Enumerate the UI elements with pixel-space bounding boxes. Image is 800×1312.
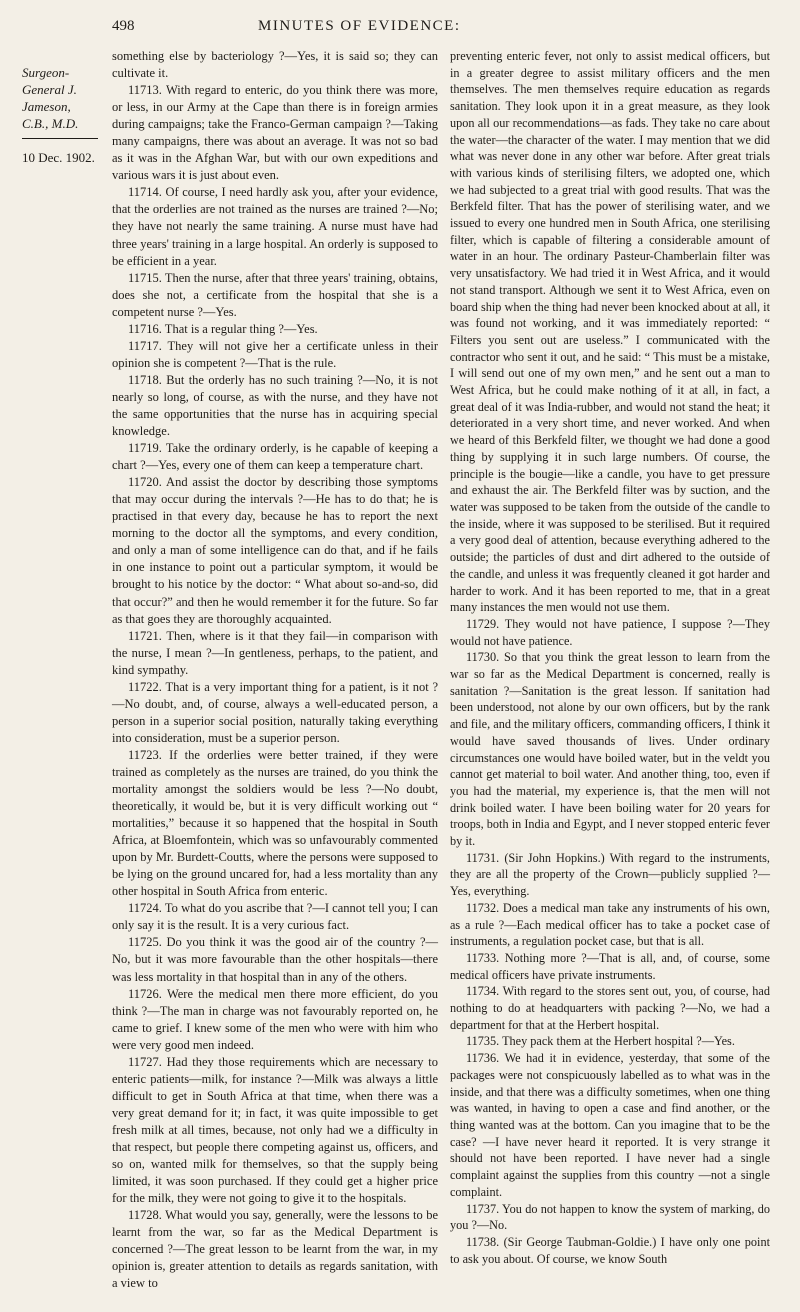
paragraph: 11736. We had it in evidence, yesterday, that some of the packages were not conspicuously labelled as to what was in the inside, and that there was a difficulty sometimes, when one thing was wanted, in having to open a case and find another, or the thing wanted was at the bottom. Can you imagine that to be the case? —I have never heard it reported. It is very strange it should not have been reported. I have never had a single complaint against the supplies from this country —not a single complaint.	[450, 1051, 770, 1199]
paragraph: 11721. Then, where is it that they fail—in comparison with the nurse, I mean ?—In gentleness, perhaps, to the patient, and kind sympathy.	[112, 628, 438, 677]
paragraph: 11718. But the orderly has no such training ?—No, it is not nearly so long, of course, as with the nurse, and they have not the same opportunities that the nurse has in acquiring special knowledge.	[112, 372, 438, 439]
paragraph: something else by bacteriology ?—Yes, it is said so; they can cultivate it.	[112, 49, 438, 81]
paragraph: 11732. Does a medical man take any instruments of his own, as a rule ?—Each medical officer has to take a pocket case of instruments, a regulation pocket case, but that is all.	[450, 900, 770, 949]
paragraph: 11720. And assist the doctor by describing those symptoms that may occur during the intervals ?—He has to do that; he is practised in that every day, because he has to report the next morning to the doctor all the symptoms, and every condition, and only a man of some intelligence can do that, and if he fails in one instance to point out a particular symptom, it would be brought to his notice by the doctor: “ What about so-and-so, did that occur?” and then he would remember it for the future. So far as that goes they are thoroughly acquainted.	[112, 475, 438, 626]
paragraph: 11719. Take the ordinary orderly, is he capable of keeping a chart ?—Yes, every one of them can keep a temperature chart.	[112, 441, 438, 473]
paragraph: 11728. What would you say, generally, were the lessons to be learnt from the war, so far as the Medical Department is concerned ?—The great lesson to be learnt from the war, in my opinion is, greater attention to details as regards sanitation, with a view to	[112, 1208, 438, 1291]
paragraph: 11722. That is a very important thing for a patient, is it not ?—No doubt, and, of course, always a well-educated person, a person in a superior social position, naturally taking everything into consideration, must be a superior person.	[112, 679, 438, 745]
page-number: 498	[112, 18, 135, 34]
paragraph: 11738. (Sir George Taubman-Goldie.) I have only one point to ask you about. Of course, we know South	[450, 1234, 770, 1266]
right-column	[450, 48, 770, 1267]
paragraph: 11715. Then the nurse, after that three years' training, obtains, does she not, a certificate from the hospital that she is a competent nurse ?—Yes.	[112, 270, 438, 319]
paragraph: 11731. (Sir John Hopkins.) With regard to the instruments, they are all the property of the Crown—publicly supplied ?—Yes, everything.	[450, 850, 770, 899]
paragraph: 11723. If the orderlies were better trained, if they were trained as completely as the nurses are trained, do you think the mortality amongst the soldiers would be less ?—No doubt, theoretically, it would be, but it is very difficult working out “ mortalities,” because it so happened that the hospital in South Africa, at Bloemfontein, which was so unfavourably commented upon by Mr. Burdett-Coutts, where the persons were supposed to be lying on the ground uncared for, had a less mortality than any other hospital in South Africa from enteric.	[112, 747, 438, 899]
paragraph: 11734. With regard to the stores sent out, you, of course, had nothing to do at headquarters with packing ?—No, we had a department for that at the Herbert hospital.	[450, 984, 770, 1032]
paragraph: 11730. So that you think the great lesson to learn from the war so far as the Medical Department is concerned, really is sanitation ?—Sanitation is the great lesson. If sanitation had been understood, not alone by our own officers, but by the rank and file, and the military officers, commanding officers, I think it would have saved thousands of lives. Under ordinary circumstances one would have boiled water, but in the veldt you cannot get material to boil water. And another thing, too, even if you had the material, my experience is, that the men will not drink boiled water. I have been boiling water for 20 years for troops, both in India and Egypt, and I never stopped enteric fever by it.	[450, 650, 770, 849]
paragraph: 11725. Do you think it was the good air of the country ?—No, but it was more favourable than the other hospitals—there was less mortality in that hospital than in any of the others.	[112, 935, 438, 984]
paragraph: 11733. Nothing more ?—That is all, and, of course, some medical officers have private instruments.	[450, 950, 770, 982]
paragraph: 11737. You do not happen to know the system of marking, do you ?—No.	[450, 1201, 770, 1233]
margin-rule	[22, 138, 98, 139]
paragraph: 11717. They will not give her a certificate unless in their opinion she is competent ?—That is the rule.	[112, 338, 438, 370]
paragraph: 11724. To what do you ascribe that ?—I cannot tell you; I can only say it is the result. It is a very curious fact.	[112, 901, 438, 933]
paragraph: preventing enteric fever, not only to assist medical officers, but in a greater degree to assist military officers and the men themselves. The men themselves require education as regards sanitation. They look upon it in a great measure, as they look upon all our recommendations—as fads. They take no care about the water—the character of the water. I may mention that we did what was never done in any other war before. After great trials with various kinds of sterilising filters, we adopted one, which we had subjected to a great trial with good results. That was the Berkfeld filter. That has the power of sterilising water, and we issued to every one hundred men in South Africa, one sterilising filter, which is capable of filtering a considerable amount of water in an hour. The ordinary Pasteur-Chamberlain filter was very unsatisfactory. We had tried it in West Africa, and it would not stand transport. Although we sent it to West Africa, even on board ship when the thing had never been knocked about at all, it was found not working, and it was immediately reported: “ Filters you sent out are useless.” I communicated with the contractor who sent it out, and he said: “ This must be a mistake, I will send out one of my own men,” and he sent out a man to West Africa, but he could make nothing of it at all, in fact, a great deal of it was India-rubber, and would not stand the heat; it deteriorated in a very short time, and never worked. And when we heard of this Berkfeld filter, we thought we had done a good thing by supplying it in such large numbers. Of course, the principle is the bougie—like a candle, you have to get pressure and exhaust the air. The Berkfeld filter was by suction, and the water was supposed to be taken from the outside of the candle to the inside, where it was supposed to be sterilised. But it required a very good deal of attention, because everything adhered to the outside; the particles of dust and dirt adhered to the outside of the candle, and unless it was frequently cleaned it got harder and harder to work. And it has been reported to me, that in a great many instances the men would not use them.	[450, 49, 770, 615]
hearing-date: 10 Dec. 1902.	[22, 150, 95, 165]
paragraph: 11735. They pack them at the Herbert hospital ?—Yes.	[466, 1034, 735, 1049]
witness-line: C.B., M.D.	[22, 116, 79, 131]
witness-line: General J.	[22, 82, 77, 97]
paragraph: 11729. They would not have patience, I suppose ?—They would not have patience.	[450, 616, 770, 648]
witness-line: Jameson,	[22, 99, 71, 114]
left-column	[112, 48, 438, 1292]
margin-note	[22, 64, 102, 166]
running-title: MINUTES OF EVIDENCE:	[258, 18, 461, 34]
page-header	[0, 18, 800, 42]
paragraph: 11716. That is a regular thing ?—Yes.	[128, 321, 318, 336]
paragraph: 11727. Had they those requirements which are necessary to enteric patients—milk, for instance ?—Milk was always a little difficult to get in South Africa at that time, when there was a very great demand for it; in fact, it was quite impossible to get fresh milk at all times, because, not only had we a difficulty in that respect, but people there competing against us, officers, and so on, wanted milk for themselves, so that the supply being limited, it was soon purchased. If they could get a higher price for the milk, they were not going to give it to the hospitals.	[112, 1054, 438, 1206]
paragraph: 11713. With regard to enteric, do you think there was more, or less, in our Army at the Cape than there is in foreign armies during campaigns; take the Franco-German campaign ?—Taking many campaigns, there was about an average. It was not so bad as it was in the Afghan War, but with our own expeditions and various wars it is just about even.	[112, 83, 438, 183]
paragraph: 11714. Of course, I need hardly ask you, after your evidence, that the orderlies are not trained as the nurses are trained ?—No; they have not nearly the same training. A nurse must have had three years' training in a large hospital. An orderly is supposed to be efficient in a year.	[112, 185, 438, 268]
witness-line: Surgeon-	[22, 65, 70, 80]
paragraph: 11726. Were the medical men there more efficient, do you think ?—The man in charge was not favourably reported on, he came to grief. I knew some of the men who were with him who were very good men indeed.	[112, 986, 438, 1052]
